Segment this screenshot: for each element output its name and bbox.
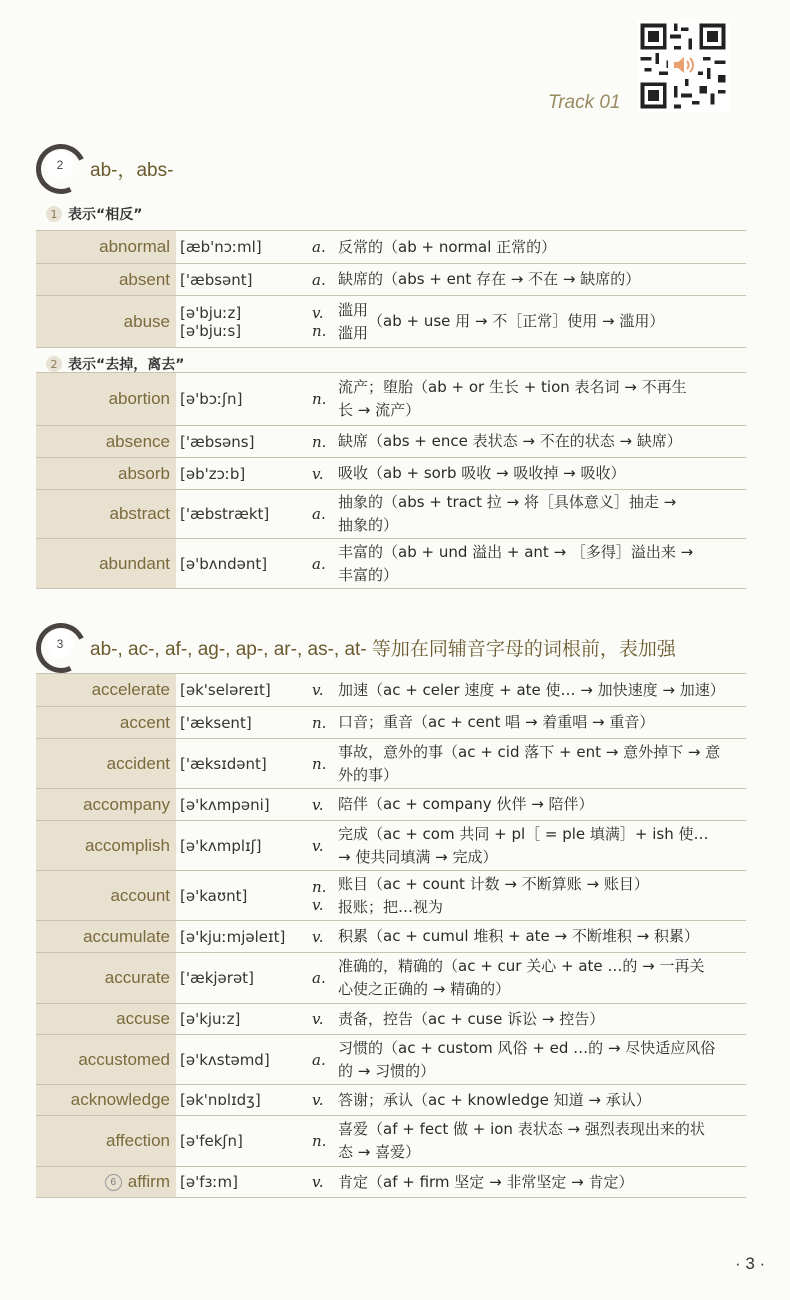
section-title: ab-, ac-, af-, ag-, ap-, ar-, as-, at- 等加在同辅音字母的词根前，表加强 [90, 638, 676, 660]
headword: accurate [36, 953, 176, 1003]
definition: 完成（ac + com 共同 + pl［ = ple 填满］+ ish 使… [338, 824, 709, 843]
vocab-table [36, 673, 746, 1198]
section-header [36, 143, 173, 193]
subsection-heading: 2 表示“去掉，离去” [46, 354, 184, 374]
definition: 反常的（ab + normal 正常的） [338, 237, 557, 256]
page-number: · 3 · [735, 1254, 766, 1273]
definition: 答谢；承认（ac + knowledge 知道 → 承认） [338, 1090, 651, 1109]
part-of-speech: n. [312, 1132, 327, 1150]
phonetic: ['ækjərət] [180, 969, 254, 987]
part-of-speech: a. [312, 270, 326, 289]
definition: 口音；重音（ac + cent 唱 → 着重唱 → 重音） [338, 713, 655, 731]
phonetic: [æb'nɔːml] [180, 238, 262, 256]
definition: 流产；堕胎（ab + or 生长 + tion 表名词 → 不再生 [338, 378, 687, 396]
headword: 6 affirm [36, 1167, 176, 1197]
etymology: （ab + use 用 → 不［正常］使用 → 滥用） [368, 312, 665, 330]
table-row [36, 539, 746, 589]
phonetic: [ə'kjuːmjəleɪt] [180, 927, 286, 946]
definition: 缺席（abs + ence 表状态 → 不在的状态 → 缺席） [338, 432, 682, 450]
headword: accompany [36, 789, 176, 820]
table-row [36, 821, 746, 871]
definition: 外的事） [338, 765, 399, 784]
part-of-speech: n. [312, 713, 327, 732]
phonetic: ['æksent] [180, 713, 252, 732]
definition: 事故，意外的事（ac + cid 落下 + ent → 意外掉下 → 意 [338, 742, 721, 761]
part-of-speech: n. [312, 321, 327, 340]
part-of-speech: v. [312, 1173, 324, 1191]
headword: abnormal [36, 231, 176, 263]
part-of-speech: v. [312, 795, 324, 814]
definition: 滥用 [338, 300, 369, 319]
vocab-table [36, 372, 746, 589]
headword: acknowledge [36, 1085, 176, 1115]
headword: abstract [36, 490, 176, 538]
phonetic: [ə'bjuːs] [180, 321, 242, 340]
headword: accent [36, 707, 176, 738]
definition: 喜爱（af + fect 做 + ion 表状态 → 强烈表现出来的状 [338, 1120, 705, 1138]
definition: 抽象的（abs + tract 拉 → 将［具体意义］抽走 → [338, 493, 677, 511]
part-of-speech: n. [312, 432, 327, 451]
phonetic: ['æbsənt] [180, 270, 253, 289]
definition: 账目（ac + count 计数 → 不断算账 → 账目） [338, 874, 649, 893]
table-row [36, 1085, 746, 1116]
headword: affection [36, 1116, 176, 1166]
definition: 态 → 喜爱） [338, 1143, 421, 1161]
part-of-speech: n. [312, 390, 327, 408]
definition: 丰富的（ab + und 溢出 + ant → ［多得］溢出来 → [338, 542, 694, 561]
headword: abundant [36, 539, 176, 588]
headword: accustomed [36, 1035, 176, 1084]
phonetic: [ə'fekʃn] [180, 1132, 243, 1150]
definition: 长 → 流产） [338, 401, 421, 419]
phonetic: [ə'kjuːz] [180, 1010, 241, 1028]
headword: accomplish [36, 821, 176, 870]
phonetic: [ək'nɒlɪdʒ] [180, 1091, 261, 1109]
definition: 滥用 [338, 323, 369, 342]
part-of-speech: v. [312, 303, 324, 322]
part-of-speech: v. [312, 1010, 324, 1028]
phonetic: ['æbstrækt] [180, 505, 270, 523]
headword: abortion [36, 373, 176, 425]
vocab-table [36, 230, 746, 348]
headword: abuse [36, 296, 176, 347]
definition: 的 → 习惯的） [338, 1061, 436, 1080]
phonetic: [ə'kaʊnt] [180, 886, 248, 905]
phonetic: [ək'seləreɪt] [180, 681, 271, 699]
headword: absence [36, 426, 176, 457]
part-of-speech: v. [312, 895, 324, 914]
headword: accelerate [36, 674, 176, 706]
definition: 积累（ac + cumul 堆积 + ate → 不断堆积 → 积累） [338, 927, 699, 945]
table-row [36, 426, 746, 458]
phonetic: [ə'fɜːm] [180, 1173, 238, 1191]
headword: absorb [36, 458, 176, 489]
phonetic: [ə'bjuːz] [180, 303, 242, 322]
headword: accumulate [36, 921, 176, 952]
definition: 吸收（ab + sorb 吸收 → 吸收掉 → 吸收） [338, 464, 626, 482]
definition: 陪伴（ac + company 伙伴 → 陪伴） [338, 795, 594, 813]
table-row [36, 921, 746, 953]
definition: 准确的，精确的（ac + cur 关心 + ate …的 → 一再关 [338, 957, 705, 975]
part-of-speech: a. [312, 969, 326, 987]
section-title: ab-，abs- [90, 159, 174, 181]
table-row [36, 1004, 746, 1035]
table-row [36, 264, 746, 296]
phonetic: [ə'kʌstəmd] [180, 1050, 270, 1069]
phonetic: [ə'bɔːʃn] [180, 390, 243, 408]
table-row [36, 1035, 746, 1085]
marker-badge: 6 [105, 1174, 122, 1191]
phonetic: [ə'kʌmplɪʃ] [180, 836, 262, 855]
table-row [36, 372, 746, 426]
part-of-speech: n. [312, 754, 327, 773]
section-number-badge: 3 [36, 623, 84, 671]
table-row [36, 458, 746, 490]
table-row [36, 1167, 746, 1198]
phonetic: ['æksɪdənt] [180, 754, 267, 773]
part-of-speech: v. [312, 927, 324, 946]
table-row [36, 953, 746, 1004]
definition: 缺席的（abs + ent 存在 → 不在 → 缺席的） [338, 270, 641, 288]
definition: 肯定（af + firm 坚定 → 非常坚定 → 肯定） [338, 1172, 634, 1191]
headword: accuse [36, 1004, 176, 1034]
phonetic: [əb'zɔːb] [180, 464, 246, 483]
table-row [36, 789, 746, 821]
part-of-speech: a. [312, 505, 326, 523]
phonetic: ['æbsəns] [180, 432, 255, 451]
definition: 责备，控告（ac + cuse 诉讼 → 控告） [338, 1009, 605, 1028]
table-row [36, 673, 746, 707]
part-of-speech: a. [312, 238, 326, 256]
part-of-speech: n. [312, 877, 327, 896]
part-of-speech: v. [312, 1091, 324, 1109]
part-of-speech: v. [312, 464, 324, 483]
table-row [36, 739, 746, 789]
headword: accident [36, 739, 176, 788]
definition: 抽象的） [338, 516, 399, 534]
table-row [36, 871, 746, 921]
definition: 报账；把…视为 [338, 897, 444, 916]
table-row [36, 1116, 746, 1167]
part-of-speech: a. [312, 1050, 326, 1069]
track-label: Track 01 [548, 92, 621, 113]
table-row [36, 707, 746, 739]
definition: 丰富的） [338, 565, 399, 584]
part-of-speech: a. [312, 554, 326, 573]
section-number-badge: 2 [36, 144, 84, 192]
definition: 习惯的（ac + custom 风俗 + ed …的 → 尽快适应风俗 [338, 1038, 716, 1057]
phonetic: [ə'kʌmpəni] [180, 795, 270, 814]
phonetic: [ə'bʌndənt] [180, 554, 268, 573]
headword: account [36, 871, 176, 920]
definition: 心使之正确的 → 精确的） [338, 980, 511, 998]
definition: → 使共同填满 → 完成） [338, 847, 498, 866]
table-row [36, 490, 746, 539]
definition: 加速（ac + celer 速度 + ate 使… → 加快速度 → 加速） [338, 680, 725, 699]
table-row [36, 230, 746, 264]
section-header [36, 622, 676, 672]
part-of-speech: v. [312, 681, 324, 699]
part-of-speech: v. [312, 836, 324, 855]
audio-icon[interactable] [668, 52, 698, 78]
subsection-heading: 1 表示“相反” [46, 204, 142, 224]
table-row [36, 296, 746, 348]
headword: absent [36, 264, 176, 295]
